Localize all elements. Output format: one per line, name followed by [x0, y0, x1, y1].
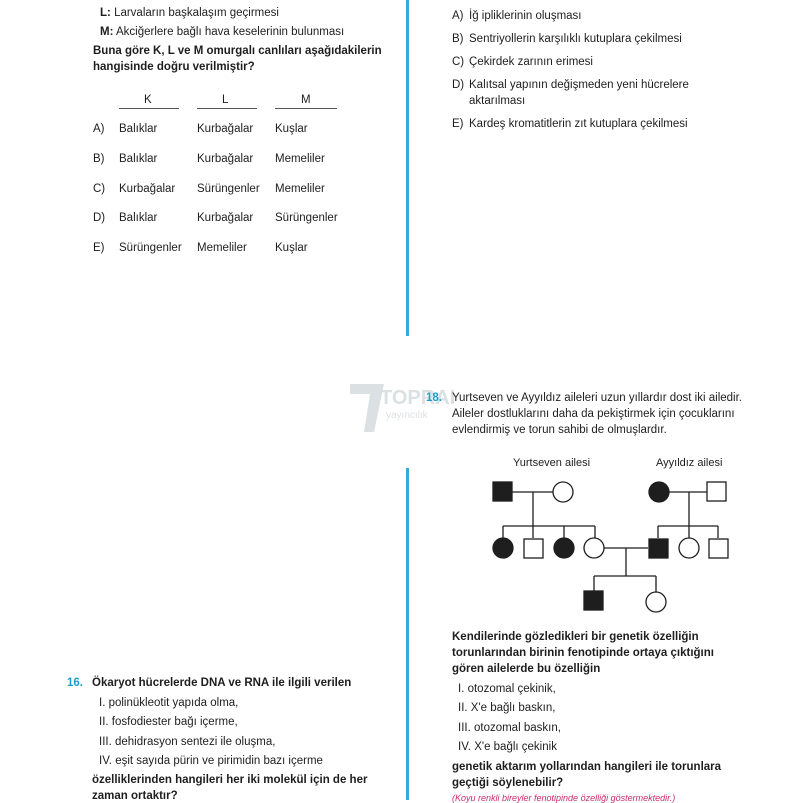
option-letter: E) [93, 242, 105, 254]
option-cell-K: Sürüngenler [119, 242, 182, 254]
grandson-affected [584, 591, 603, 610]
header-underline [119, 108, 179, 109]
yurtseven-father-affected [493, 482, 512, 501]
watermark-sub: yayıncılık [386, 410, 428, 421]
q16-item-IV: IV. eşit sayıda pürin ve pirimidin bazı içerme [99, 755, 323, 767]
q18-intro-line2: Aileler dostluklarını daha da pekiştirmek için çocuklarını [452, 408, 735, 420]
option-text: İğ ipliklerinin oluşması [469, 10, 582, 22]
option-text: Çekirdek zarının erimesi [469, 56, 593, 68]
option-cell-L: Sürüngenler [197, 183, 260, 195]
ayyildiz-daughter [679, 538, 699, 558]
option-letter: E) [452, 118, 464, 130]
q16-item-II: II. fosfodiester bağı içerme, [99, 716, 238, 728]
q16-ask-line2: zaman ortaktır? [92, 790, 178, 802]
q18-intro-line3: evlendirmiş ve torun sahibi de olmuşlardır. [452, 424, 667, 436]
granddaughter [646, 592, 666, 612]
option-cell-M: Memeliler [275, 183, 325, 195]
q18-number: 18. [426, 392, 442, 404]
q18-stem-line2: torunlarından birinin fenotipinde ortaya çıktığını [452, 647, 714, 659]
column-divider-bottom [406, 468, 409, 800]
option-letter: D) [93, 212, 106, 224]
q15-clue-M: M: Akciğerlere bağlı hava keselerinin bulunması [100, 26, 345, 38]
option-cell-L: Kurbağalar [197, 153, 254, 165]
q16-item-I: I. polinükleotit yapıda olma, [99, 697, 239, 709]
header-L: L [222, 94, 229, 106]
q18-item-IV: IV. X'e bağlı çekinik [458, 741, 557, 753]
ayyildiz-son [709, 539, 728, 558]
option-cell-M: Kuşlar [275, 242, 308, 254]
q18-item-III: III. otozomal baskın, [458, 722, 561, 734]
option-letter: A) [452, 10, 464, 22]
q15-stem-line2: hangisinde doğru verilmiştir? [93, 61, 255, 73]
q18-ask-line2: geçtiği söylenebilir? [452, 777, 564, 789]
q18-item-I: I. otozomal çekinik, [458, 683, 556, 695]
option-cell-M: Sürüngenler [275, 212, 338, 224]
yurtseven-son [524, 539, 543, 558]
yurtseven-daughter-affected [493, 538, 513, 558]
option-cell-M: Memeliler [275, 153, 325, 165]
option-cell-L: Kurbağalar [197, 123, 254, 135]
q16-item-III: III. dehidrasyon sentezi ile oluşma, [99, 736, 276, 748]
q18-intro-line1: Yurtseven ve Ayyıldız aileleri uzun yıllardır dost iki ailedir. [452, 392, 742, 404]
publisher-watermark [344, 372, 454, 441]
watermark-brand: TOPRA [380, 387, 450, 409]
q16-stem: Ökaryot hücrelerde DNA ve RNA ile ilgili verilen [92, 677, 352, 689]
q18-item-II: II. X'e bağlı baskın, [458, 702, 556, 714]
header-M: M [301, 94, 311, 106]
family-label-ayyildiz: Ayyıldız ailesi [656, 457, 723, 469]
yurtseven-bride [584, 538, 604, 558]
option-text: Kardeş kromatitlerin zıt kutuplara çekilmesi [469, 118, 688, 130]
option-text-cont: aktarılması [469, 95, 526, 107]
option-letter: D) [452, 79, 465, 91]
ayyildiz-groom-affected [649, 539, 668, 558]
column-divider-top [406, 0, 409, 336]
option-cell-L: Kurbağalar [197, 212, 254, 224]
ayyildiz-father [707, 482, 726, 501]
header-underline [275, 108, 337, 109]
option-cell-M: Kuşlar [275, 123, 308, 135]
q16-number: 16. [67, 677, 83, 689]
option-text: Kalıtsal yapının değişmeden yeni hücrelere [469, 79, 689, 91]
pedigree-chart [470, 450, 740, 620]
option-letter: A) [93, 123, 105, 135]
header-underline [197, 108, 257, 109]
option-letter: B) [452, 33, 464, 45]
ayyildiz-mother-affected [649, 482, 669, 502]
q18-stem-line3: gören ailelerde bu özelliğin [452, 663, 601, 675]
option-letter: C) [452, 56, 465, 68]
q15-stem-line1: Buna göre K, L ve M omurgalı canlıları aşağıdakilerin [93, 45, 382, 57]
q15-clue-L: L: Larvaların başkalaşım geçirmesi [100, 7, 279, 19]
option-text: Sentriyollerin karşılıklı kutuplara çekilmesi [469, 33, 682, 45]
header-K: K [144, 94, 152, 106]
yurtseven-mother [553, 482, 573, 502]
option-cell-L: Memeliler [197, 242, 247, 254]
option-cell-K: Balıklar [119, 123, 158, 135]
watermark-logo-icon [344, 372, 454, 436]
option-cell-K: Balıklar [119, 153, 158, 165]
option-letter: C) [93, 183, 106, 195]
q18-stem-line1: Kendilerinde gözledikleri bir genetik özelliğin [452, 631, 699, 643]
option-cell-K: Kurbağalar [119, 183, 176, 195]
q18-ask-line1: genetik aktarım yollarından hangileri ile torunlara [452, 761, 722, 773]
yurtseven-daughter-affected [554, 538, 574, 558]
option-letter: B) [93, 153, 105, 165]
q16-ask-line1: özelliklerinden hangileri her iki molekül için de her [92, 774, 368, 786]
q18-note: (Koyu renkli bireyler fenotipinde özelliği göstermektedir.) [452, 793, 676, 803]
family-label-yurtseven: Yurtseven ailesi [513, 457, 591, 469]
option-cell-K: Balıklar [119, 212, 158, 224]
